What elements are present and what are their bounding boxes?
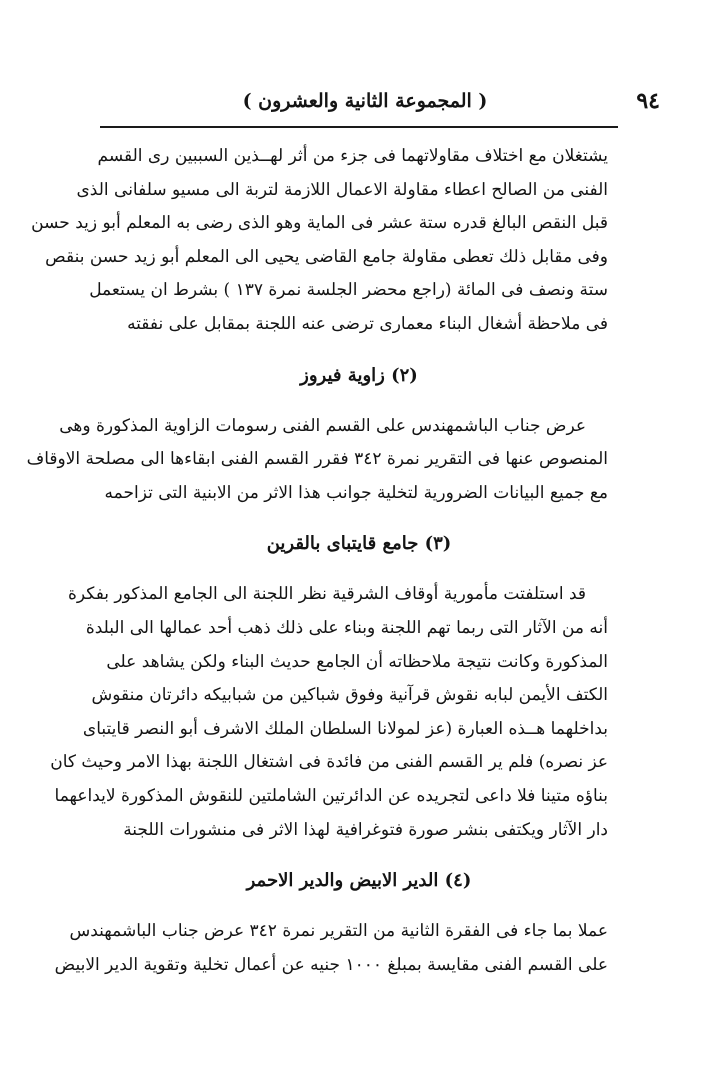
section-heading: (٢) زاوية فيروز	[300, 364, 418, 386]
paragraph-continuation	[31, 140, 608, 342]
section-heading: (٣) جامع قايتباى بالقرين	[266, 533, 452, 555]
header-rule	[100, 126, 618, 128]
text-line: عرض جناب الباشمهندس على القسم الفنى رسومات الزاوية المذكورة وهى	[59, 415, 586, 436]
page-number: ٩٤	[636, 88, 660, 114]
text-line: المنصوص عنها فى التقرير نمرة ٣٤٢ فقرر القسم الفنى ابقاءها الى مصلحة الاوقاف	[26, 449, 608, 470]
text-line: أنه من الآثار التى ربما تهم اللجنة وبناء على ذلك ذهب أحد عمالها الى البلدة	[85, 617, 608, 638]
text-line: عملا بما جاء فى الفقرة الثانية من التقرير نمرة ٣٤٢ عرض جناب الباشمهندس	[69, 921, 608, 942]
text-line: يشتغلان مع اختلاف مقاولاتهما فى جزء من أثر لهــذين السببين رى القسم	[97, 146, 608, 166]
text-line: الفنى من الصالح اعطاء مقاولة الاعمال اللازمة لتربة الى مسيو سلفانى الذى	[76, 179, 608, 200]
text-line: بداخلهما هــذه العبارة (عز لمولانا السلطان الملك الاشرف أبو النصر قايتباى	[82, 718, 608, 739]
section-heading: (٤) الدير الابيض والدير الاحمر	[246, 870, 472, 892]
body-text	[26, 140, 608, 982]
text-line: ستة ونصف فى المائة (راجع محضر الجلسة نمرة ١٣٧ ) بشرط ان يستعمل	[89, 280, 608, 301]
text-line: وفى مقابل ذلك تعطى مقاولة جامع القاضى يحيى الى المعلم أبو زيد حسن بنقص	[45, 246, 608, 267]
paragraph	[54, 915, 608, 982]
paragraph	[26, 410, 608, 511]
text-line: مع جميع البيانات الضرورية لتخلية جوانب هذا الاثر من الابنية التى تزاحمه	[104, 482, 608, 503]
text-line: قد استلفتت مأمورية أوقاف الشرقية نظر اللجنة الى الجامع المذكور بفكرة	[68, 584, 586, 605]
page-header	[70, 88, 660, 122]
text-line: الكتف الأيمن لبابه نقوش قرآنية وفوق شباكين من شبابيكه دائرتان منقوش	[91, 685, 608, 706]
text-line: عز نصره) فلم ير القسم الفنى من فائدة فى اشتغال اللجنة بهذا الامر وحيث كان	[50, 752, 608, 773]
text-line: على القسم الفنى مقايسة بمبلغ ١٠٠٠ جنيه عن أعمال تخلية وتقوية الدير الابيض	[54, 954, 608, 975]
text-line: قبل النقص البالغ قدره ستة عشر فى الماية وهو الذى رضى به المعلم أبو زيد حسن	[31, 213, 608, 234]
text-line: فى ملاحظة أشغال البناء معمارى ترضى عنه اللجنة بمقابل على نفقته	[127, 313, 608, 334]
text-line: بناؤه متينا فلا داعى لتجريده عن الدائرتين الشاملتين للنقوش المذكورة لايداعهما	[54, 785, 608, 806]
text-line: دار الآثار ويكتفى بنشر صورة فتوغرافية لهذا الاثر فى منشورات اللجنة	[123, 819, 608, 840]
running-title: ( المجموعة الثانية والعشرون )	[242, 90, 488, 112]
text-line: المذكورة وكانت نتيجة ملاحظاته أن الجامع حديث البناء ولكن يشاهد على	[106, 651, 608, 672]
paragraph	[50, 578, 608, 847]
